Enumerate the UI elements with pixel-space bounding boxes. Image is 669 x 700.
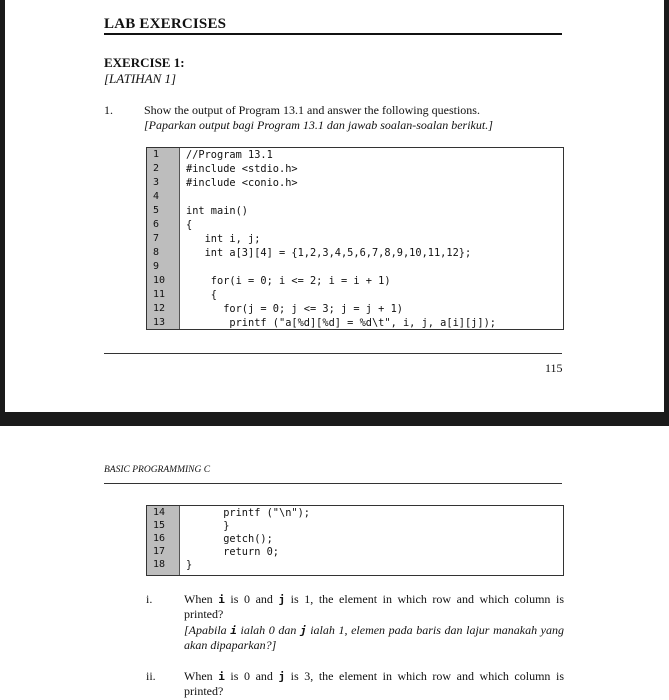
program-code-box-continued	[146, 505, 564, 576]
code-line: for(i = 0; i <= 2; i = i + 1)	[186, 275, 391, 287]
code-line: int a[3][4] = {1,2,3,4,5,6,7,8,9,10,11,12};	[186, 247, 472, 259]
exercise-subtitle: [LATIHAN 1]	[104, 71, 177, 86]
code-line: {	[186, 289, 217, 301]
subquestion-number: i.	[146, 592, 153, 606]
page-number: 115	[545, 361, 563, 375]
line-number: 9	[153, 261, 160, 272]
footer-rule	[104, 353, 562, 354]
line-number: 10	[153, 275, 166, 286]
subquestion-text-malay: [Apabila i ialah 0 dan j ialah 1, elemen pada baris dan lajur manakah yang akan dipaparkan?]	[184, 623, 564, 652]
code-line: return 0;	[186, 546, 279, 558]
line-number: 5	[153, 205, 160, 216]
code-line: printf ("a[%d][%d] = %d\t", i, j, a[i][j]);	[186, 317, 496, 329]
header-rule	[104, 483, 562, 484]
page-left-edge	[0, 0, 5, 412]
line-number: 14	[153, 507, 166, 518]
line-number: 2	[153, 163, 160, 174]
subquestion-number: ii.	[146, 669, 156, 683]
line-number: 16	[153, 533, 166, 544]
code-line: int i, j;	[186, 233, 261, 245]
code-line: }	[186, 559, 193, 571]
code-line: //Program 13.1	[186, 149, 273, 161]
subquestion-text: When i is 0 and j is 1, the element in which row and which column is printed?	[184, 592, 564, 621]
code-line: int main()	[186, 205, 248, 217]
line-number: 17	[153, 546, 166, 557]
line-number: 3	[153, 177, 160, 188]
code-line: #include <conio.h>	[186, 177, 298, 189]
line-number: 11	[153, 289, 166, 300]
subquestion-text: When i is 0 and j is 3, the element in which row and which column is printed?	[184, 669, 564, 698]
code-line: #include <stdio.h>	[186, 163, 298, 175]
line-number: 6	[153, 219, 160, 230]
code-line: printf ("\n");	[186, 507, 310, 519]
line-number: 15	[153, 520, 166, 531]
question-text: Show the output of Program 13.1 and answer the following questions.	[144, 103, 480, 117]
code-line: }	[186, 520, 230, 532]
running-header: BASIC PROGRAMMING C	[104, 465, 211, 475]
page-separator	[0, 412, 669, 426]
question-number: 1.	[104, 103, 113, 117]
title-rule	[104, 33, 562, 35]
line-number: 4	[153, 191, 160, 202]
section-title: LAB EXERCISES	[104, 16, 227, 32]
code-line: for(j = 0; j <= 3; j = j + 1)	[186, 303, 403, 315]
question-text-malay: [Paparkan output bagi Program 13.1 dan jawab soalan-soalan berikut.]	[144, 118, 493, 132]
textbook-page-116	[0, 426, 669, 700]
exercise-title: EXERCISE 1:	[104, 55, 185, 70]
line-number: 18	[153, 559, 166, 570]
line-number: 8	[153, 247, 160, 258]
line-number: 1	[153, 149, 160, 160]
line-number: 7	[153, 233, 160, 244]
line-number: 12	[153, 303, 166, 314]
line-number: 13	[153, 317, 166, 328]
program-code-box	[146, 147, 564, 330]
page-right-edge	[664, 0, 669, 412]
code-line: getch();	[186, 533, 273, 545]
code-line: {	[186, 219, 193, 231]
